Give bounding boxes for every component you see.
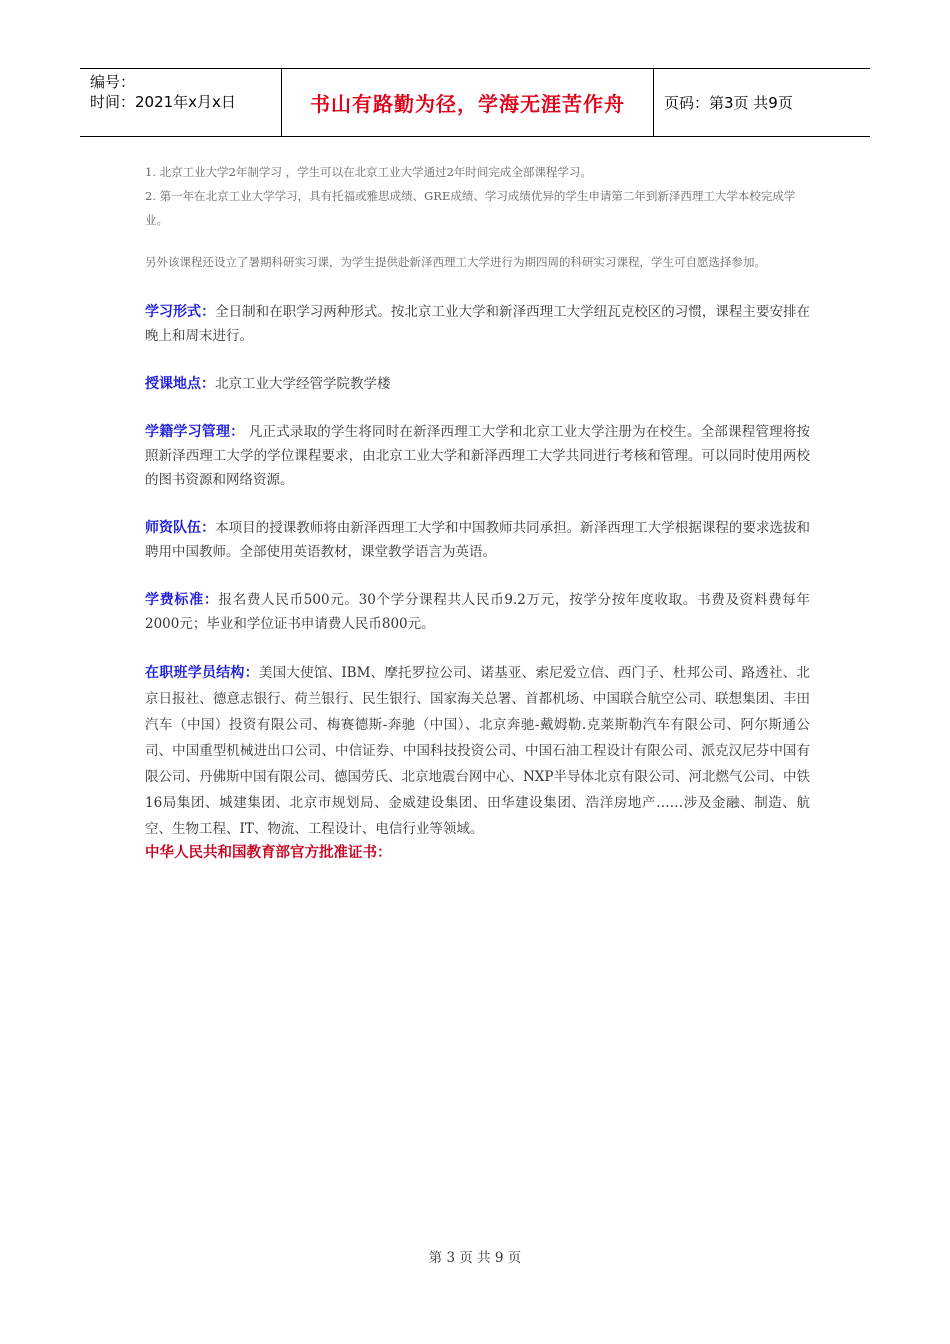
intro-item-1: 1. 北京工业大学2年制学习 ，学生可以在北京工业大学通过2年时间完成全部课程学习。	[145, 165, 592, 179]
section-text: 全日制和在职学习两种形式。按北京工业大学和新泽西理工大学纽瓦克校区的习惯，课程主要安排在晚上和周末进行。	[145, 304, 811, 344]
intro-item-2: 2. 第一年在北京工业大学学习，具有托福或雅思成绩、GRE成绩、学习成绩优异的学生申请第二年到新泽西理工大学本校完成学业。	[145, 189, 796, 227]
section-text: 美国大使馆、IBM、摩托罗拉公司、诺基亚、索尼爱立信、西门子、杜邦公司、路透社、北京日报社、德意志银行、荷兰银行、民生银行、国家海关总署、首都机场、中国联合航空公司、联想集团、丰田汽车（中国）投资有限公司、梅赛德斯-奔驰（中国）、北京奔驰-戴姆勒.克莱斯勒汽车有限公司、阿尔斯通公司、中国重型机械进出口公司、中信证券、中国科技投资公司、中国石油工程设计有限公司、派克汉尼芬中国有限公司、丹佛斯中国有限公司、德国劳氏、北京地震台网中心、NXP半导体北京有限公司、河北燃气公司、中铁16局集团、城建集团、北京市规划局、金威建设集团、田华建设集团、浩洋房地产……涉及金融、制造、航空、生物工程、IT、物流、工程设计、电信行业等领域。	[145, 665, 811, 837]
certificate-title: 中华人民共和国教育部官方批准证书：	[145, 845, 392, 861]
section-enrollment	[145, 420, 810, 492]
section-label: 师资队伍：	[145, 520, 216, 536]
section-text: 报名费人民币500元。30个学分课程共人民币9.2万元，按学分按年度收取。书费及资料费每年2000元；毕业和学位证书申请费人民币800元。	[145, 592, 811, 632]
section-label: 学费标准：	[145, 592, 219, 608]
time-label: 时间：2021年x月x日	[90, 93, 236, 111]
section-label: 学习形式：	[145, 304, 216, 320]
section-text: 北京工业大学经管学院教学楼	[215, 376, 391, 392]
page-footer: 第 3 页 共 9 页	[428, 1250, 522, 1266]
section-faculty	[145, 516, 810, 564]
section-location	[145, 372, 810, 396]
section-text: 凡正式录取的学生将同时在新泽西理工大学和北京工业大学注册为在校生。全部课程管理将按照新泽西理工大学的学位课程要求，由北京工业大学和新泽西理工大学共同进行考核和管理。可以同时使用两校的图书资源和网络资源。	[145, 424, 810, 488]
section-fees	[145, 588, 810, 636]
header-meta	[80, 69, 282, 136]
intro-extra: 另外该课程还设立了暑期科研实习课，为学生提供赴新泽西理工大学进行为期四周的科研实习课程，学生可自愿选择参加。	[145, 255, 766, 269]
section-study-form	[145, 300, 810, 348]
section-label: 学籍学习管理：	[145, 424, 245, 440]
header-motto: 书山有路勤为径，学海无涯苦作舟	[282, 69, 654, 136]
header-page-info: 页码：第3页 共9页	[664, 94, 793, 112]
number-label: 编号：	[90, 73, 136, 91]
document-body	[145, 160, 810, 864]
section-student-structure	[145, 660, 810, 842]
section-text: 本项目的授课教师将由新泽西理工大学和中国教师共同承担。新泽西理工大学根据课程的要求选拔和聘用中国教师。全部使用英语教材，课堂教学语言为英语。	[145, 520, 811, 560]
page-header	[80, 68, 870, 137]
section-label: 在职班学员结构：	[145, 665, 259, 681]
section-label: 授课地点：	[145, 376, 215, 392]
